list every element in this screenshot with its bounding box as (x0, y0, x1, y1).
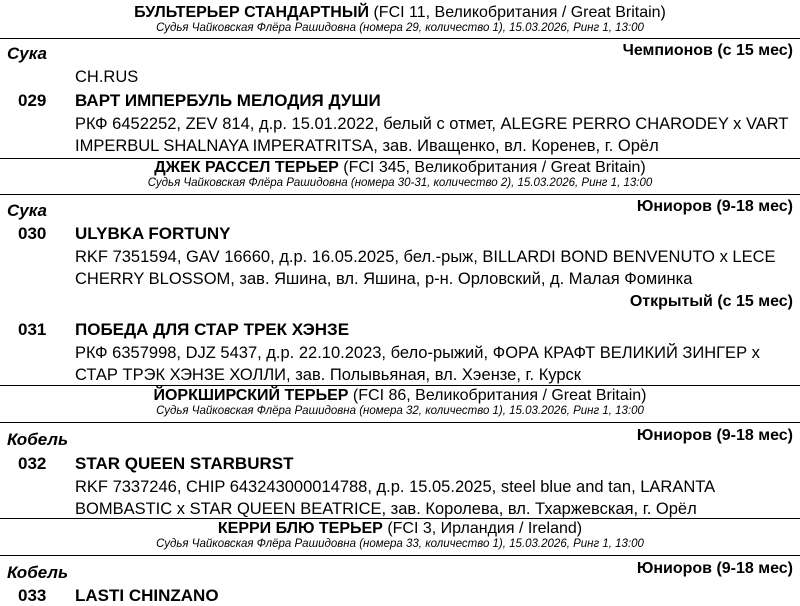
dog-name: ПОБЕДА ДЛЯ СТАР ТРЕК ХЭНЗЕ (75, 320, 350, 339)
dog-number: 032 (18, 454, 47, 473)
divider (0, 38, 800, 39)
breed-name: ЙОРКШИРСКИЙ ТЕРЬЕР (153, 387, 349, 404)
class-label: Чемпионов (с 15 мес) (622, 42, 793, 59)
dog-number: 029 (18, 91, 47, 110)
breed-header (0, 4, 800, 35)
breed-title (0, 520, 800, 538)
breed-name: КЕРРИ БЛЮ ТЕРЬЕР (217, 520, 383, 537)
sex-label: Кобель (7, 430, 69, 449)
breed-name: БУЛЬТЕРЬЕР СТАНДАРТНЫЙ (134, 4, 370, 21)
class-label: Юниоров (9-18 мес) (636, 427, 793, 444)
dog-info: РКФ 6452252, ZEV 814, д.р. 15.01.2022, белый с отмет, ALEGRE PERRO CHARODEY x VART IMPERBUL SHALNAYA IMPERATRITSA, зав. Иващенко, вл. Коренев, г. Орёл (75, 115, 789, 155)
dog-name: STAR QUEEN STARBURST (75, 454, 294, 473)
breed-judge: Судья Чайковская Флёра Рашидовна (номера 32, количество 1), 15.03.2026, Ринг 1, 13:00 (156, 405, 644, 417)
divider (0, 518, 800, 519)
breed-fci: (FCI 345, Великобритания / Great Britain) (343, 159, 646, 176)
class-label: Юниоров (9-18 мес) (636, 198, 793, 215)
dog-number: 031 (18, 320, 47, 339)
divider (0, 555, 800, 556)
breed-title (0, 159, 800, 177)
dog-number: 033 (18, 586, 47, 605)
dog-name: ВАРТ ИМПЕРБУЛЬ МЕЛОДИЯ ДУШИ (75, 91, 381, 110)
breed-fci: (FCI 86, Великобритания / Great Britain) (352, 387, 647, 404)
breed-header (0, 159, 800, 190)
breed-judge: Судья Чайковская Флёра Рашидовна (номера 30-31, количество 2), 15.03.2026, Ринг 1, 13:00 (147, 177, 653, 189)
class-label: Юниоров (9-18 мес) (636, 560, 793, 577)
dog-info: RKF 7351594, GAV 16660, д.р. 16.05.2025, бел.-рыж, BILLARDI BOND BENVENUTO x LECE CHERRY BLOSSOM, зав. Яшина, вл. Яшина, р-н. Орловский, д. Малая Фоминка (75, 248, 776, 288)
dog-title: CH.RUS (75, 68, 139, 86)
sex-label: Сука (7, 44, 48, 63)
sex-label: Кобель (7, 563, 69, 582)
breed-judge: Судья Чайковская Флёра Рашидовна (номера 29, количество 1), 15.03.2026, Ринг 1, 13:00 (156, 22, 644, 34)
dog-name: LASTI CHINZANO (75, 586, 219, 605)
dog-info: РКФ 6357998, DJZ 5437, д.р. 22.10.2023, бело-рыжий, ФОРА КРАФТ ВЕЛИКИЙ ЗИНГЕР x СТАР ТРЭК ХЭНЗЕ ХОЛЛИ, зав. Полывьяная, вл. Хэензе, г. Курск (75, 344, 760, 384)
breed-fci: (FCI 3, Ирландия / Ireland) (387, 520, 583, 537)
breed-judge: Судья Чайковская Флёра Рашидовна (номера 33, количество 1), 15.03.2026, Ринг 1, 13:00 (156, 538, 644, 550)
divider (0, 194, 800, 195)
breed-fci: (FCI 11, Великобритания / Great Britain) (373, 4, 666, 21)
class-label: Открытый (с 15 мес) (629, 293, 793, 310)
breed-header (0, 387, 800, 418)
sex-label: Сука (7, 201, 48, 220)
divider (0, 385, 800, 386)
dog-info: RKF 7337246, CHIP 643243000014788, д.р. 15.05.2025, steel blue and tan, LARANTA BOMBASTIC x STAR QUEEN BEATRICE, зав. Королева, вл. Тхаржевская, г. Орёл (75, 478, 715, 518)
dog-name: ULYBKA FORTUNY (75, 224, 231, 243)
dog-number: 030 (18, 224, 47, 243)
breed-name: ДЖЕК РАССЕЛ ТЕРЬЕР (154, 159, 339, 176)
breed-header (0, 520, 800, 551)
breed-title (0, 4, 800, 22)
divider (0, 422, 800, 423)
breed-title (0, 387, 800, 405)
